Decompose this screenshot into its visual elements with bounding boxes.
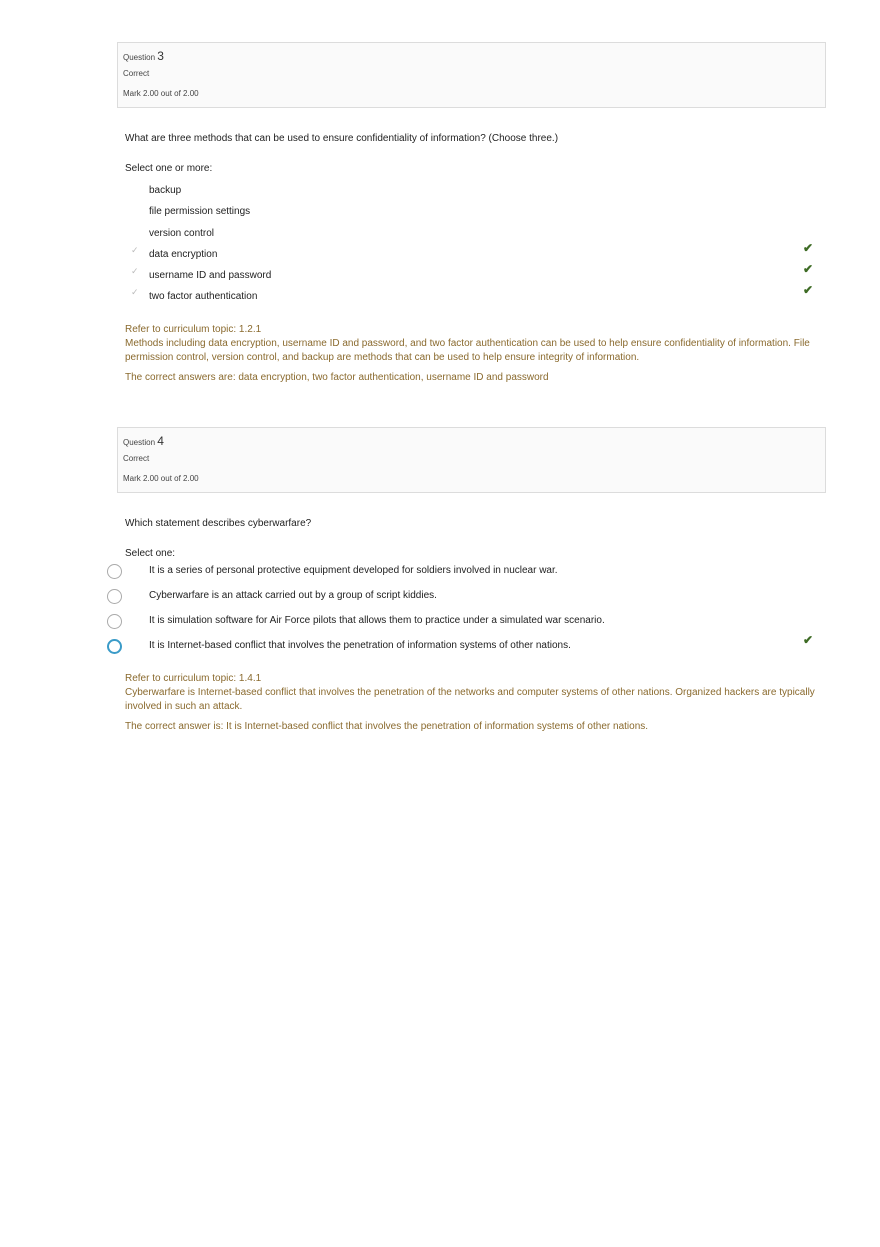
answer-option[interactable]	[125, 223, 815, 244]
question-number	[123, 49, 164, 63]
correct-check-icon: ✔	[802, 633, 813, 647]
answer-option[interactable]	[125, 201, 815, 222]
checkbox-checked-icon[interactable]: ✓	[131, 244, 139, 255]
question-label: Question	[123, 53, 156, 62]
question-state: Correct	[123, 454, 150, 463]
checkbox-checked-icon[interactable]: ✓	[131, 266, 139, 277]
radio-button[interactable]	[107, 589, 122, 604]
radio-button-selected[interactable]	[107, 639, 122, 654]
option-label: Cyberwarfare is an attack carried out by a group of script kiddies.	[149, 590, 437, 601]
correct-check-icon: ✔	[802, 283, 813, 298]
right-answer: The correct answer is: It is Internet-based conflict that involves the penetration of information systems of other nations.	[125, 721, 649, 732]
checkbox-checked-icon[interactable]: ✓	[131, 287, 139, 298]
question-text: What are three methods that can be used to ensure confidentiality of information? (Choose three.)	[125, 133, 559, 144]
option-label: data encryption	[149, 248, 218, 260]
question-3-content	[125, 133, 815, 385]
radio-button[interactable]	[107, 614, 122, 629]
answer-prompt: Select one or more:	[125, 163, 213, 174]
correct-check-icon: ✔	[802, 262, 813, 277]
answer-option[interactable]	[104, 633, 815, 661]
answer-option[interactable]	[104, 611, 815, 636]
question-3-info	[117, 42, 826, 108]
option-label: version control	[149, 227, 215, 239]
answer-option[interactable]	[104, 561, 815, 586]
curriculum-topic: Refer to curriculum topic: 1.4.1	[125, 673, 262, 684]
feedback-text: Cyberwarfare is Internet-based conflict that involves the penetration of the networks and computer systems of other nations. Organized hackers are typically involved in such an attack.	[125, 687, 815, 712]
option-label: It is Internet-based conflict that involves the penetration of information systems of other nations.	[149, 640, 571, 651]
option-label: username ID and password	[149, 270, 272, 282]
right-answer: The correct answers are: data encryption, two factor authentication, username ID and password	[125, 371, 549, 383]
question-grade: Mark 2.00 out of 2.00	[123, 89, 199, 98]
question-text: Which statement describes cyberwarfare?	[125, 518, 312, 529]
option-label: two factor authentication	[149, 291, 258, 303]
question-number-value: 3	[157, 49, 164, 63]
question-4-content	[125, 518, 815, 734]
answer-option[interactable]	[125, 180, 815, 201]
question-4-info	[117, 427, 826, 493]
answer-option[interactable]	[125, 240, 815, 265]
option-label: backup	[149, 185, 182, 196]
answer-prompt: Select one:	[125, 548, 176, 559]
option-label: It is simulation software for Air Force pilots that allows them to practice under a simulated war scenario.	[149, 615, 605, 626]
answer-option[interactable]	[125, 283, 815, 307]
curriculum-topic: Refer to curriculum topic: 1.2.1	[125, 323, 262, 335]
question-grade: Mark 2.00 out of 2.00	[123, 474, 199, 483]
question-state: Correct	[123, 69, 150, 78]
option-label: file permission settings	[149, 206, 251, 218]
question-number-value: 4	[157, 434, 164, 448]
correct-check-icon: ✔	[802, 240, 813, 255]
answer-option[interactable]	[104, 586, 815, 611]
question-number	[123, 434, 164, 448]
feedback-text: Methods including data encryption, username ID and password, and two factor authentication can be used to help ensure confidentiality of information. File permission control, version control, and backup are methods that can be used to help ensure integrity of information.	[125, 337, 810, 363]
radio-button[interactable]	[107, 564, 122, 579]
option-label: It is a series of personal protective equipment developed for soldiers involved in nuclear war.	[149, 565, 558, 576]
question-label: Question	[123, 438, 156, 447]
answer-option[interactable]	[125, 262, 815, 286]
